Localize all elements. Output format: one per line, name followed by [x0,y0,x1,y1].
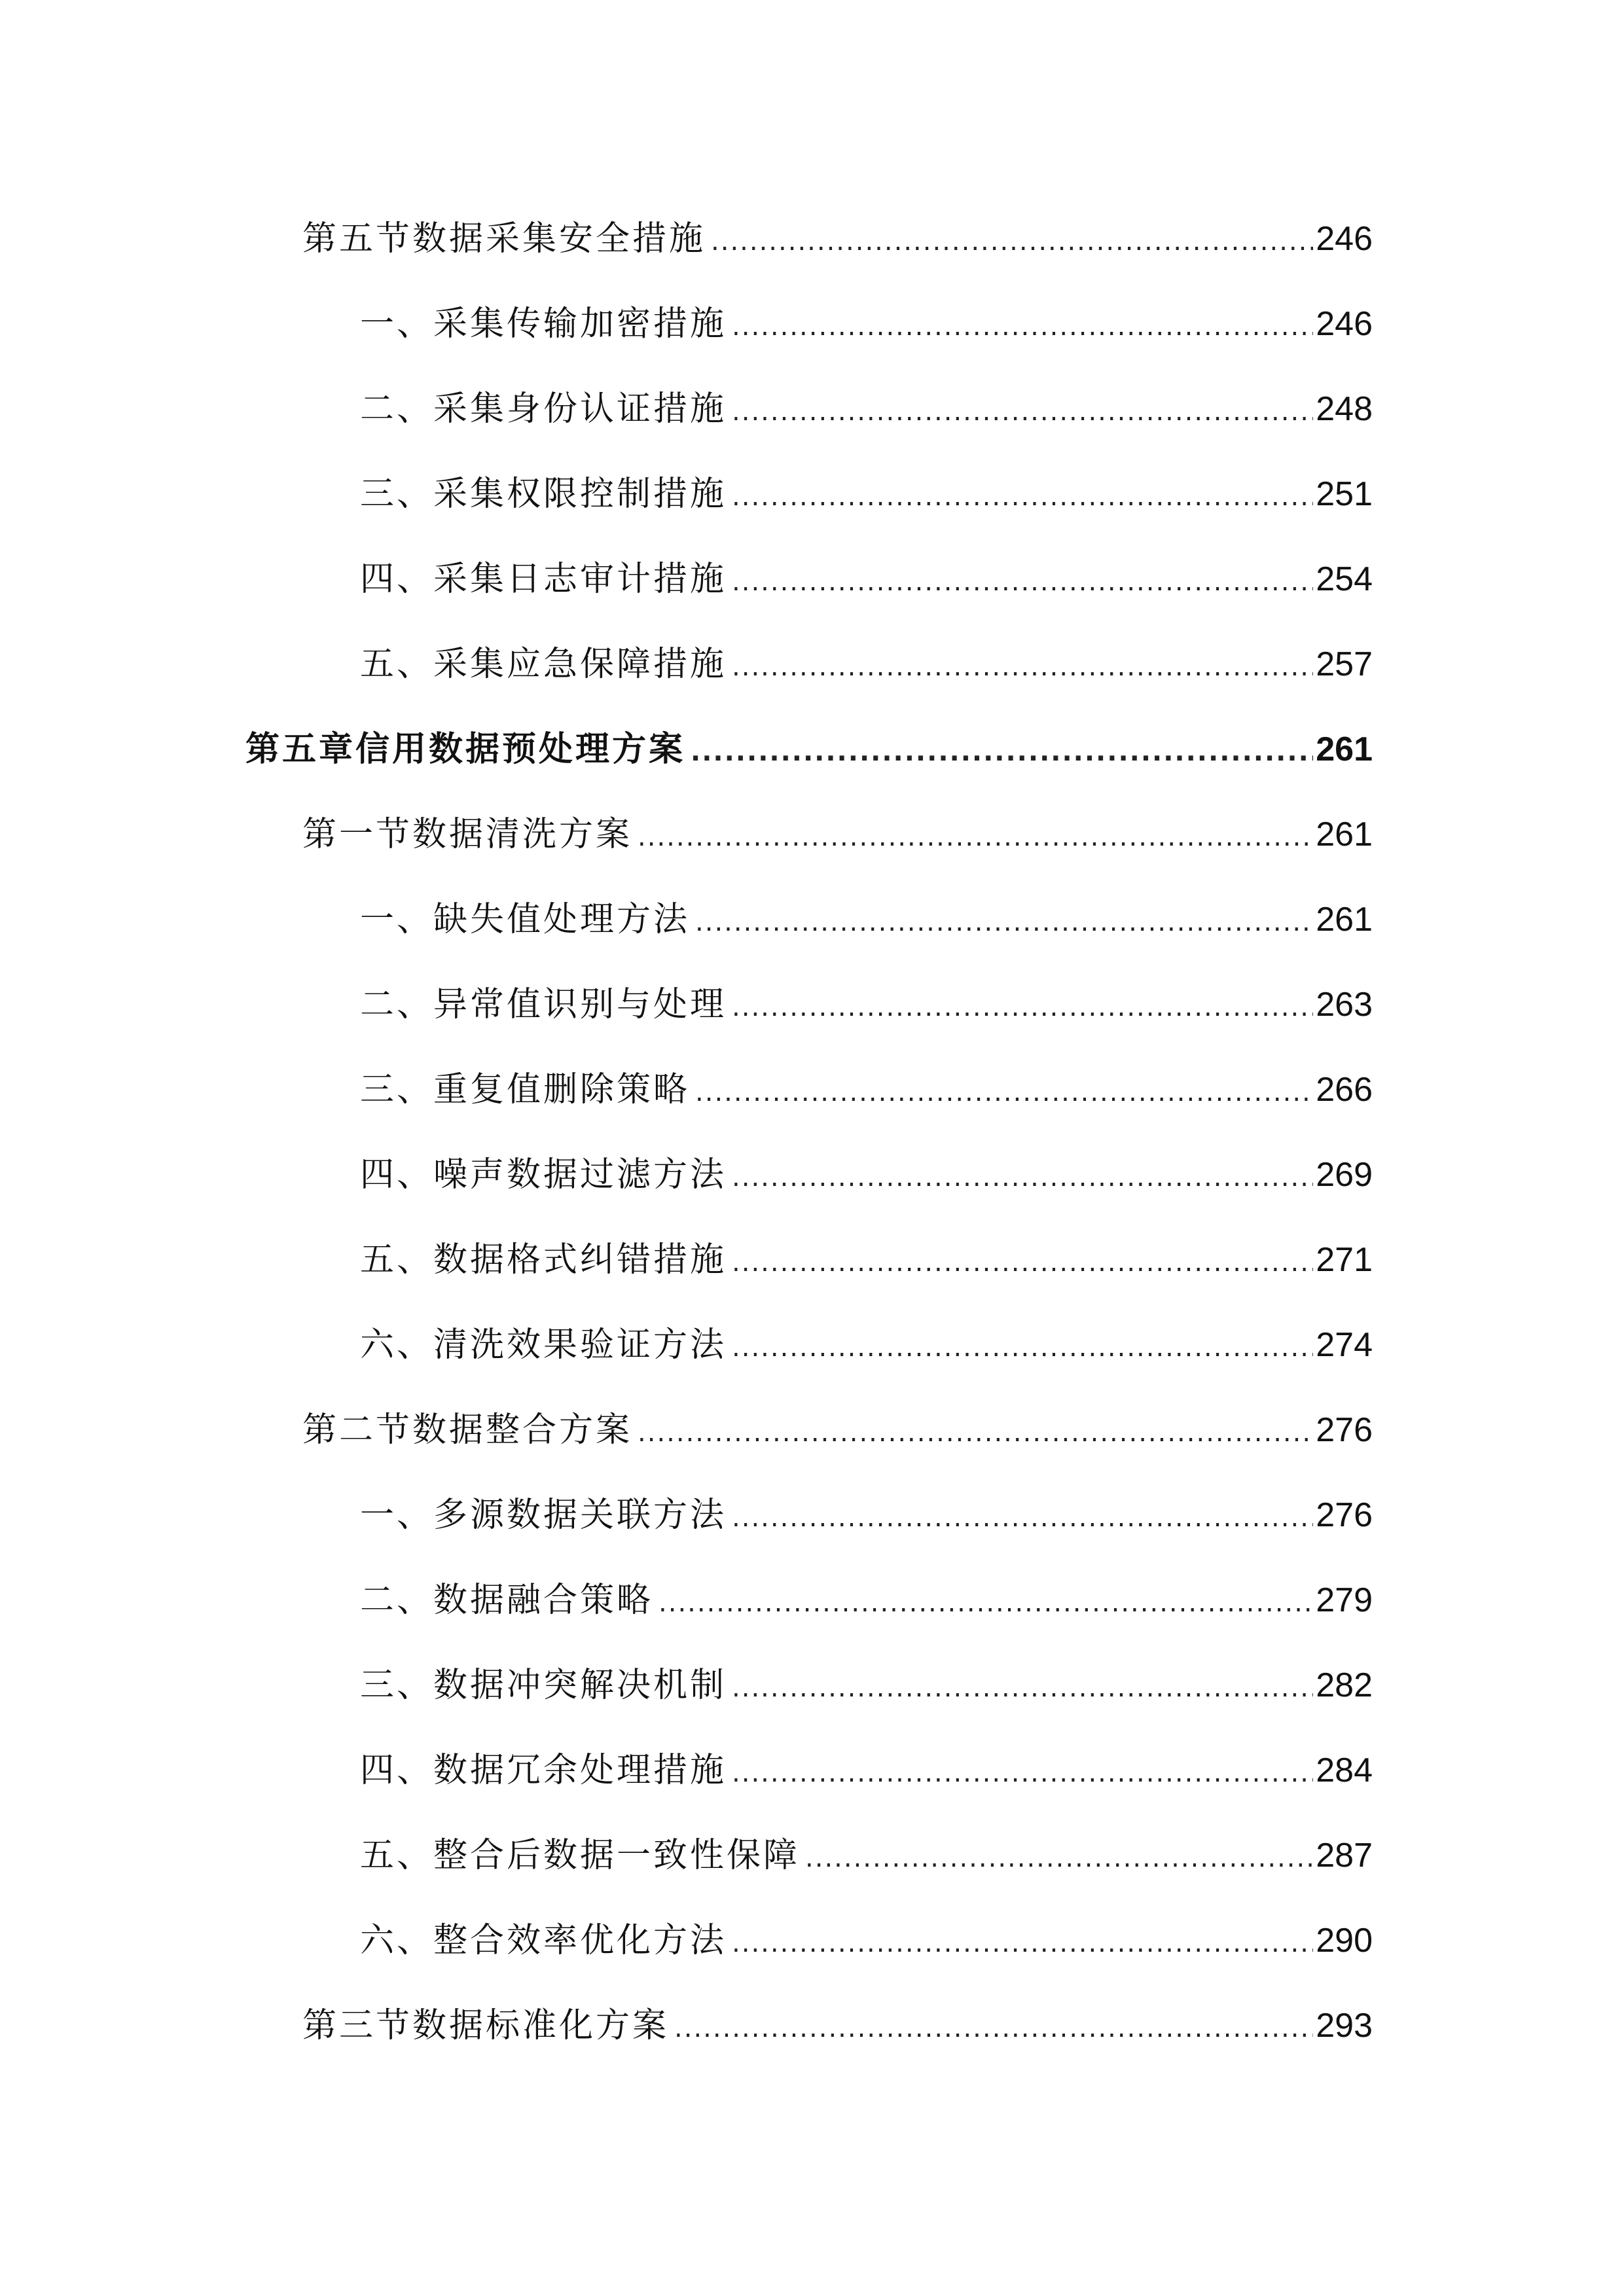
toc-dot-leader [732,297,1313,356]
toc-entry-title: 三、采集权限控制措施 [360,475,727,514]
toc-dot-leader [732,1488,1313,1547]
toc-entry-title: 三、重复值删除策略 [360,1070,691,1109]
toc-dot-leader [732,1659,1313,1717]
toc-entry-item[interactable] [360,1145,1373,1204]
toc-entry-item[interactable] [360,465,1373,524]
toc-entry-title: 一、多源数据关联方法 [360,1496,727,1535]
toc-dot-leader [732,1744,1313,1803]
toc-dot-leader [695,1063,1313,1122]
toc-entry-page: 254 [1316,560,1373,598]
toc-dot-leader [659,1573,1313,1632]
toc-entry-item[interactable] [360,1741,1373,1800]
toc-entry-page: 276 [1316,1496,1373,1534]
toc-entry-page: 261 [1316,730,1373,768]
toc-entry-title: 四、数据冗余处理措施 [360,1751,727,1790]
toc-entry-title: 第五节数据采集安全措施 [302,219,706,259]
toc-entry-item[interactable] [360,1656,1373,1715]
toc-entry-item[interactable] [360,1486,1373,1545]
toc-entry-page: 246 [1316,305,1373,343]
toc-entry-item[interactable] [360,1230,1373,1289]
toc-entry-section[interactable] [302,1401,1373,1460]
toc-entry-title: 第三节数据标准化方案 [302,2006,670,2045]
toc-dot-leader [732,637,1313,696]
toc-entry-item[interactable] [360,1911,1373,1970]
toc-dot-leader [805,1829,1313,1888]
toc-dot-leader [732,552,1313,611]
toc-entry-section[interactable] [302,209,1373,268]
toc-entry-title: 五、采集应急保障措施 [360,645,727,684]
toc-entry-title: 一、缺失值处理方法 [360,900,691,939]
toc-entry-item[interactable] [360,1571,1373,1630]
toc-entry-section[interactable] [302,805,1373,864]
toc-entry-title: 二、异常值识别与处理 [360,985,727,1024]
toc-dot-leader [732,1233,1313,1292]
toc-entry-page: 261 [1316,901,1373,939]
toc-dot-leader [732,1148,1313,1207]
toc-entry-page: 271 [1316,1241,1373,1279]
toc-entry-page: 287 [1316,1837,1373,1874]
toc-entry-title: 五、整合后数据一致性保障 [360,1836,801,1875]
toc-entry-section[interactable] [302,1996,1373,2055]
toc-entry-page: 284 [1316,1751,1373,1789]
toc-entry-page: 246 [1316,220,1373,258]
toc-entry-item[interactable] [360,635,1373,694]
toc-entry-page: 269 [1316,1156,1373,1194]
toc-entry-page: 261 [1316,816,1373,853]
toc-dot-leader [711,212,1313,271]
toc-dot-leader [732,467,1313,526]
toc-entry-item[interactable] [360,1316,1373,1374]
toc-entry-title: 三、数据冲突解决机制 [360,1666,727,1705]
toc-entry-title: 二、采集身份认证措施 [360,389,727,429]
toc-entry-page: 251 [1316,475,1373,513]
toc-entry-title: 四、噪声数据过滤方法 [360,1155,727,1194]
toc-dot-leader [638,808,1313,867]
toc-entry-page: 276 [1316,1411,1373,1449]
toc-entry-item[interactable] [360,1826,1373,1885]
toc-entry-page: 257 [1316,645,1373,683]
toc-entry-item[interactable] [360,550,1373,609]
toc-dot-leader [732,978,1313,1037]
toc-entry-page: 263 [1316,986,1373,1024]
toc-entry-item[interactable] [360,1060,1373,1119]
toc-entry-page: 282 [1316,1666,1373,1704]
toc-dot-leader [732,382,1313,441]
toc-entry-title: 第一节数据清洗方案 [302,815,633,854]
toc-entry-item[interactable] [360,975,1373,1034]
toc-entry-item[interactable] [360,295,1373,353]
toc-entry-page: 279 [1316,1581,1373,1619]
toc-dot-leader [732,1914,1313,1973]
toc-entry-page: 266 [1316,1071,1373,1109]
toc-entry-title: 四、采集日志审计措施 [360,560,727,599]
toc-dot-leader [638,1403,1313,1462]
toc-dot-leader [695,893,1313,952]
toc-entry-title: 六、清洗效果验证方法 [360,1325,727,1365]
toc-entry-title: 第二节数据整合方案 [302,1410,633,1450]
toc-entry-title: 五、数据格式纠错措施 [360,1240,727,1280]
toc-entry-title: 一、采集传输加密措施 [360,304,727,344]
toc-entry-page: 293 [1316,2007,1373,2045]
toc-dot-leader [732,1318,1313,1377]
toc-dot-leader [691,723,1313,781]
toc-entry-item[interactable] [360,380,1373,439]
toc-dot-leader [674,1999,1313,2058]
toc-entry-title: 第五章信用数据预处理方案 [245,729,686,769]
toc-entry-page: 290 [1316,1922,1373,1960]
toc-entry-item[interactable] [360,890,1373,949]
toc-entry-page: 248 [1316,390,1373,428]
toc-entry-title: 二、数据融合策略 [360,1581,654,1620]
toc-entry-title: 六、整合效率优化方法 [360,1921,727,1960]
toc-entry-page: 274 [1316,1326,1373,1364]
toc-entry-chapter[interactable] [245,720,1373,779]
